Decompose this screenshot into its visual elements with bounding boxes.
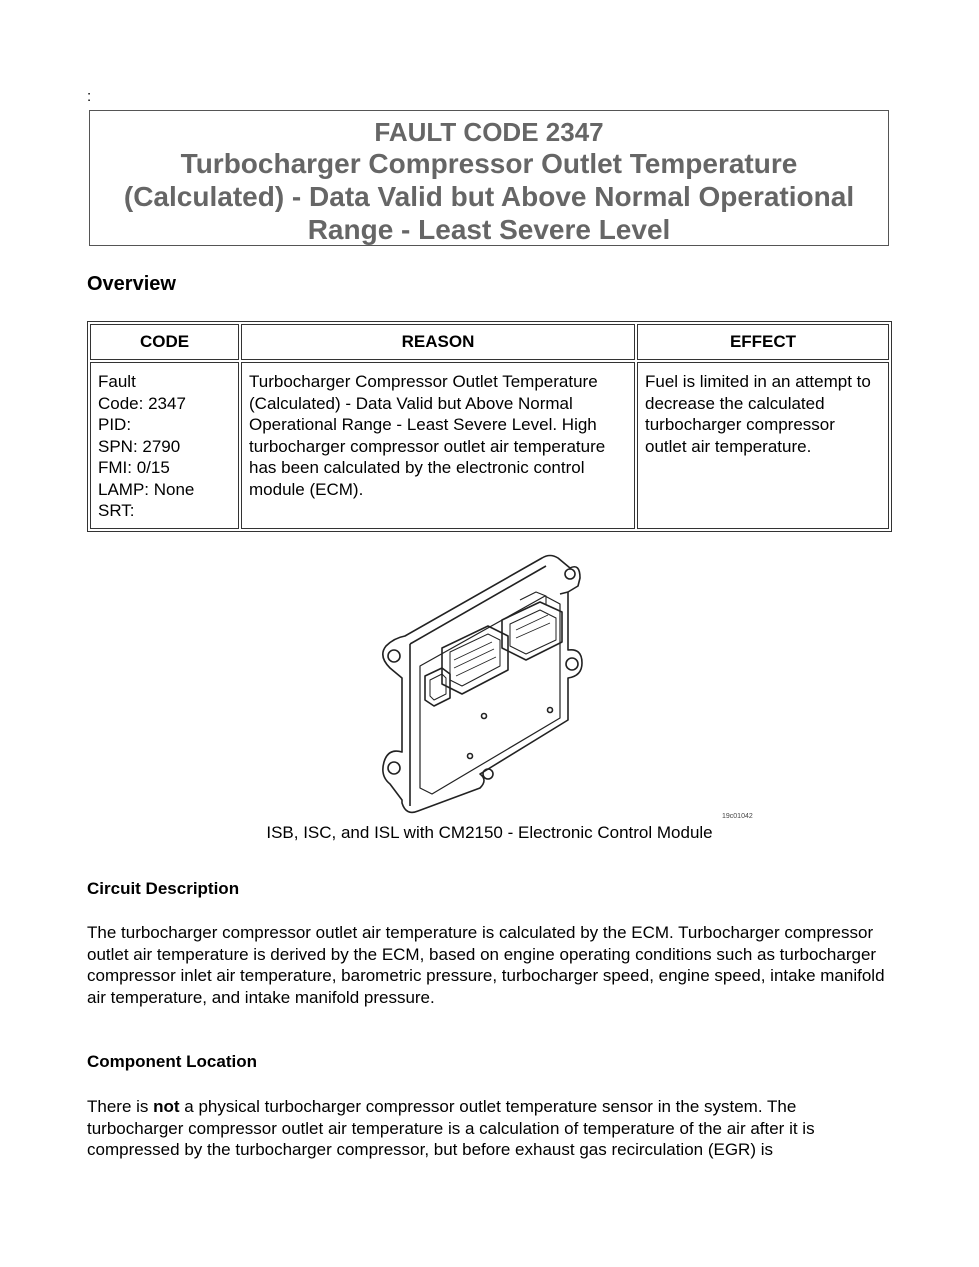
overview-table-header-row: [90, 324, 889, 360]
fault-code-title-box: [89, 110, 889, 246]
component-text-after: a physical turbocharger compressor outlet temperature sensor in the system. The turbocharger compressor outlet air temperature is a calculation of temperature of the air after it is compressed by the turbocharger compressor, but before exhaust gas recirculation (EGR) is: [87, 1097, 815, 1160]
reason-cell: Turbocharger Compressor Outlet Temperature (Calculated) - Data Valid but Above Normal Operational Range - Least Severe Level. High turbocharger compressor outlet air temperature has been calculated by the electronic control module (ECM).: [241, 362, 635, 529]
circuit-description-heading: Circuit Description: [87, 879, 240, 898]
code-line-fmi: FMI: 0/15: [98, 458, 170, 477]
column-header-code: CODE: [90, 324, 239, 360]
table-row: [90, 362, 889, 529]
code-line-fault: Fault: [98, 372, 136, 391]
figure-code-label: 19c01042: [722, 813, 753, 820]
component-location-heading: Component Location: [87, 1052, 257, 1071]
code-line-srt: SRT:: [98, 501, 135, 520]
code-line-code: Code: 2347: [98, 393, 186, 413]
effect-cell: Fuel is limited in an attempt to decrease the calculated turbocharger compressor outlet air temperature.: [637, 362, 889, 529]
code-line-pid: PID:: [98, 415, 132, 434]
code-line-lamp: LAMP: None: [98, 479, 195, 499]
figure-caption: ISB, ISC, and ISL with CM2150 - Electronic Control Module: [266, 823, 713, 842]
overview-table: [87, 321, 892, 532]
code-line-spn: SPN: 2790: [98, 436, 181, 456]
component-text-before: There is: [87, 1097, 154, 1116]
code-cell: [90, 362, 239, 529]
component-text-bold: not: [153, 1097, 180, 1116]
fault-code-title: FAULT CODE 2347: [374, 117, 604, 147]
ecm-illustration: [370, 548, 760, 823]
component-location-text: [87, 1096, 897, 1161]
ecm-drawing: [370, 548, 760, 823]
fault-code-description: Turbocharger Compressor Outlet Temperature (Calculated) - Data Valid but Above Normal Operational Range - Least Severe Level: [123, 148, 855, 245]
page-colon: :: [87, 88, 92, 105]
overview-heading: Overview: [87, 273, 176, 295]
circuit-description-text: The turbocharger compressor outlet air temperature is calculated by the ECM. Turbocharger compressor outlet air temperature is derived by the ECM, based on engine operating conditions such as turbocharger compressor inlet air temperature, barometric pressure, turbocharger speed, engine speed, intake manifold air temperature, and intake manifold pressure.: [87, 923, 885, 1008]
column-header-effect: EFFECT: [637, 324, 889, 360]
column-header-reason: REASON: [241, 324, 635, 360]
